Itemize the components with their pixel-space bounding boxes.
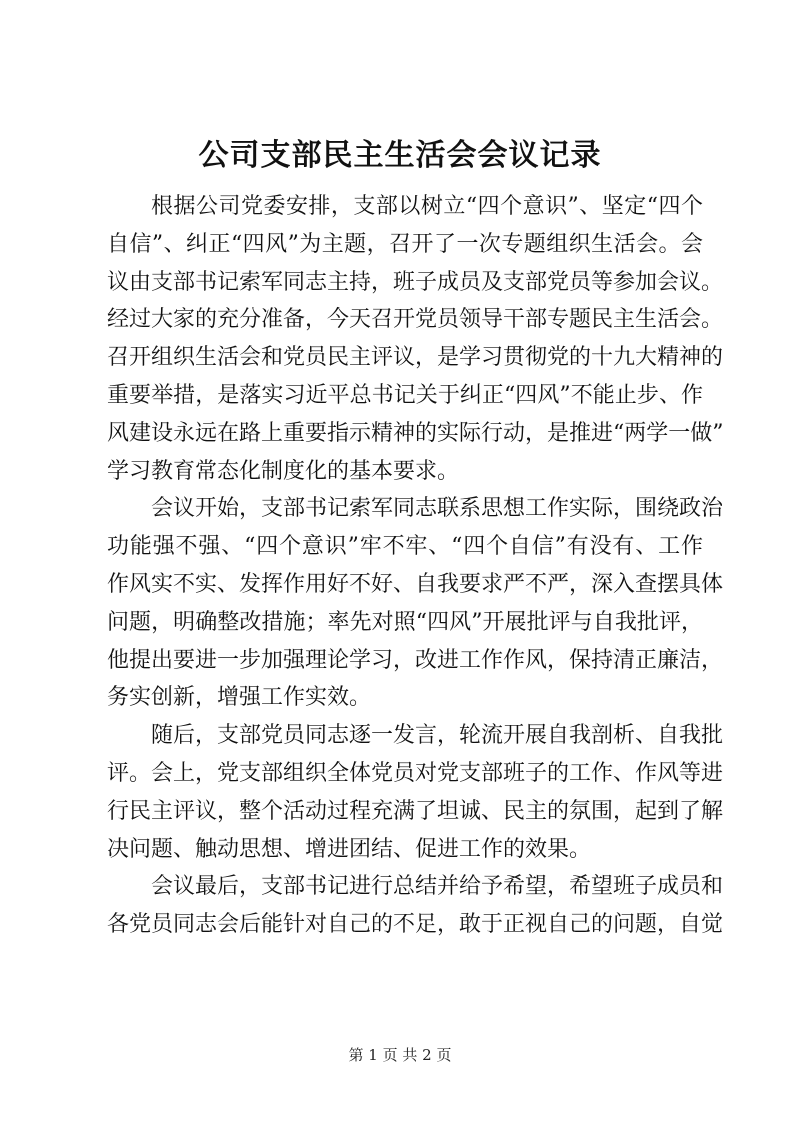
paragraph-line: 根据公司党委安排，支部以树立“四个意识”、坚定“四个 (151, 194, 703, 219)
page-footer: 第 1 页 共 2 页 (348, 1046, 452, 1064)
paragraph-line: 作风实不实、发挥作用好不好、自我要求严不严，深入查摆具体 (107, 571, 724, 597)
paragraph-line: 问题，明确整改措施；率先对照“四风”开展批评与自我批评， (107, 609, 703, 635)
paragraph-line: 重要举措，是落实习近平总书记关于纠正“四风”不能止步、作 (107, 382, 703, 408)
paragraph-line: 议由支部书记索军同志主持，班子成员及支部党员等参加会议。 (107, 269, 724, 295)
paragraph-line: 学习教育常态化制度化的基本要求。 (107, 458, 460, 484)
paragraph-line: 功能强不强、“四个意识”牢不牢、“四个自信”有没有、工作 (107, 534, 703, 560)
paragraph-line: 务实创新，增强工作实效。 (107, 685, 372, 711)
document-body (107, 188, 724, 944)
paragraph-line: 各党员同志会后能针对自己的不足，敢于正视自己的问题，自觉 (107, 912, 724, 938)
paragraph-line: 风建设永远在路上重要指示精神的实际行动，是推进“两学一做” (107, 420, 724, 446)
paragraph-line: 评。会上，党支部组织全体党员对党支部班子的工作、作风等进 (107, 760, 724, 786)
paragraph-line: 自信”、纠正“四风”为主题，召开了一次专题组织生活会。会 (107, 231, 703, 257)
paragraph-line: 会议开始，支部书记索军同志联系思想工作实际，围绕政治 (151, 496, 724, 522)
document-title: 公司支部民主生活会会议记录 (198, 138, 602, 173)
paragraph-line: 经过大家的充分准备，今天召开党员领导干部专题民主生活会。 (107, 307, 724, 333)
paragraph-line: 会议最后，支部书记进行总结并给予希望，希望班子成员和 (151, 874, 724, 900)
paragraph-line: 随后，支部党员同志逐一发言，轮流开展自我剖析、自我批 (151, 723, 724, 749)
paragraph-line: 他提出要进一步加强理论学习，改进工作作风，保持清正廉洁， (107, 647, 724, 673)
paragraph-line: 召开组织生活会和党员民主评议，是学习贯彻党的十九大精神的 (107, 345, 724, 371)
paragraph-line: 行民主评议，整个活动过程充满了坦诚、民主的氛围，起到了解 (107, 798, 724, 824)
paragraph-line: 决问题、触动思想、增进团结、促进工作的效果。 (107, 836, 592, 862)
